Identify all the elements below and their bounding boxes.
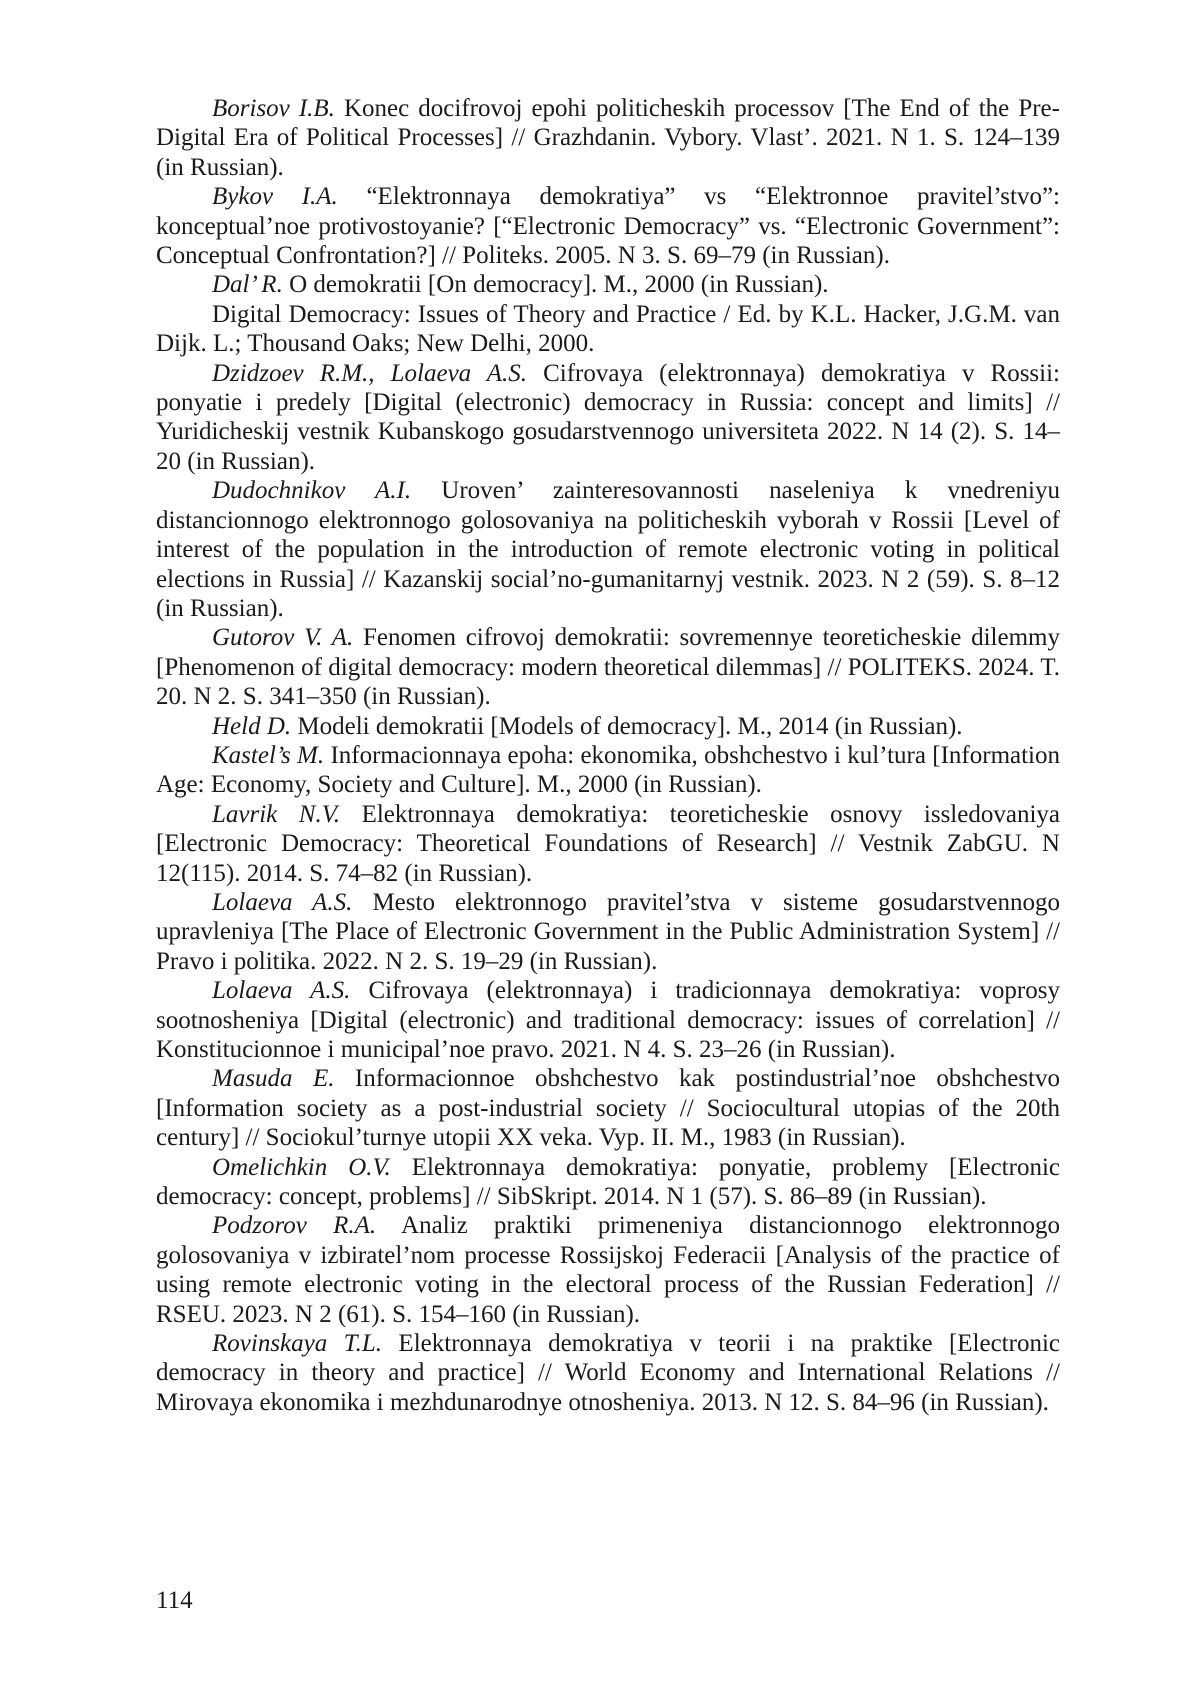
reference-text: Mesto elektronnogo pravitel’stva v sisteme gosudarstvennogo upravleniya [The Place of Electronic Government in the Public Administration System] // Pravo i politika. 2022. N 2. S. 19–29 (in Russian).	[156, 889, 1060, 975]
reference-author: Masuda E.	[212, 1065, 334, 1092]
reference-text: Informacionnaya epoha: ekonomika, obshchestvo i kul’tura [Information Age: Economy, Society and Culture]. M., 2000 (in Russian).	[156, 742, 1060, 798]
reference-author: Borisov I.B.	[212, 95, 335, 122]
reference-entry	[156, 1064, 1060, 1152]
reference-author: Podzorov R.A.	[212, 1212, 376, 1239]
reference-text: Uroven’ zainteresovannosti naseleniya k vnedreniyu distancionnogo elektronnogo golosovaniya na politicheskih vyborah v Rossii [Level of interest of the population in the introduction of remote electronic voting in political elections in Russia] // Kazanskij social’no-gumanitarnyj vestnik. 2023. N 2 (59). S. 8–12 (in Russian).	[156, 477, 1060, 622]
reference-entry	[156, 1329, 1060, 1417]
reference-text: Elektronnaya demokratiya: ponyatie, problemy [Electronic democracy: concept, problems] // SibSkript. 2014. N 1 (57). S. 86–89 (in Russian).	[156, 1154, 1060, 1210]
reference-author: Dzidzoev R.M., Lolaeva A.S.	[212, 360, 527, 387]
reference-text: Fenomen cifrovoj demokratii: sovremennye teoreticheskie dilemmy [Phenomenon of digital democracy: modern theoretical dilemmas] // POLITEKS. 2024. T. 20. N 2. S. 341–350 (in Russian).	[156, 624, 1060, 710]
reference-entry	[156, 888, 1060, 976]
reference-text: Modeli demokratii [Models of democracy]. M., 2014 (in Russian).	[291, 713, 962, 740]
reference-text: Informacionnoe obshchestvo kak postindustrial’noe obshchestvo [Information society as a post-industrial society // Sociocultural utopias of the 20th century] // Sociokul’turnye utopii XX veka. Vyp. II. M., 1983 (in Russian).	[156, 1065, 1060, 1151]
reference-list	[156, 94, 1060, 1417]
reference-text: Konec docifrovoj epohi politicheskih processov [The End of the Pre-Digital Era of Political Processes] // Grazhdanin. Vybory. Vlast’. 2021. N 1. S. 124–139 (in Russian).	[156, 95, 1060, 181]
reference-author: Dudochnikov A.I.	[212, 477, 411, 504]
reference-entry	[156, 1211, 1060, 1329]
reference-text: Analiz praktiki primeneniya distancionnogo elektronnogo golosovaniya v izbiratel’nom processe Rossijskoj Federacii [Analysis of the practice of using remote electronic voting in the electoral process of the Russian Federation] // RSEU. 2023. N 2 (61). S. 154–160 (in Russian).	[156, 1212, 1060, 1327]
reference-author: Kastel’s M.	[212, 742, 324, 769]
reference-entry	[156, 976, 1060, 1064]
reference-entry	[156, 270, 1060, 299]
page-number: 114	[156, 1586, 193, 1616]
reference-text: Elektronnaya demokratiya: teoreticheskie osnovy issledovaniya [Electronic Democracy: Theoretical Foundations of Research] // Vestnik ZabGU. N 12(115). 2014. S. 74–82 (in Russian).	[156, 801, 1060, 887]
reference-text: Cifrovaya (elektronnaya) i tradicionnaya demokratiya: voprosy sootnosheniya [Digital (electronic) and traditional democracy: issues of correlation] // Konstitucionnoe i municipal’noe pravo. 2021. N 4. S. 23–26 (in Russian).	[156, 977, 1060, 1063]
reference-text: “Elektronnaya demokratiya” vs “Elektronnoe pravitel’stvo”: konceptual’noe protivostoyanie? [“Electronic Democracy” vs. “Electronic Government”: Conceptual Confrontation?] // Politeks. 2005. N 3. S. 69–79 (in Russian).	[156, 183, 1060, 269]
reference-entry	[156, 1153, 1060, 1212]
reference-text: Cifrovaya (elektronnaya) demokratiya v Rossii: ponyatie i predely [Digital (electronic) democracy in Russia: concept and limits] // Yuridicheskij vestnik Kubanskogo gosudarstvennogo universiteta 2022. N 14 (2). S. 14–20 (in Russian).	[156, 360, 1060, 475]
reference-entry	[156, 300, 1060, 359]
reference-text: O demokratii [On democracy]. M., 2000 (in Russian).	[283, 271, 829, 298]
reference-author: Held D.	[212, 713, 291, 740]
reference-entry	[156, 476, 1060, 623]
reference-author: Lolaeva A.S.	[212, 889, 352, 916]
reference-author: Lolaeva A.S.	[212, 977, 350, 1004]
reference-entry	[156, 741, 1060, 800]
reference-author: Bykov I.A.	[212, 183, 338, 210]
reference-entry	[156, 800, 1060, 888]
reference-author: Dal’ R.	[212, 271, 283, 298]
reference-author: Omelichkin O.V.	[212, 1154, 391, 1181]
reference-entry	[156, 94, 1060, 182]
reference-text: Elektronnaya demokratiya v teorii i na praktike [Electronic democracy in theory and practice] // World Economy and International Relations // Mirovaya ekonomika i mezhdunarodnye otnosheniya. 2013. N 12. S. 84–96 (in Russian).	[156, 1330, 1060, 1416]
reference-author: Gutorov V. A.	[212, 624, 353, 651]
reference-entry	[156, 359, 1060, 477]
reference-author: Lavrik N.V.	[212, 801, 340, 828]
document-page	[0, 0, 1200, 1703]
reference-author: Rovinskaya T.L.	[212, 1330, 382, 1357]
reference-text: Digital Democracy: Issues of Theory and Practice / Ed. by K.L. Hacker, J.G.M. van Dijk. L.; Thousand Oaks; New Delhi, 2000.	[156, 301, 1060, 357]
reference-entry	[156, 623, 1060, 711]
reference-entry	[156, 712, 1060, 741]
reference-entry	[156, 182, 1060, 270]
